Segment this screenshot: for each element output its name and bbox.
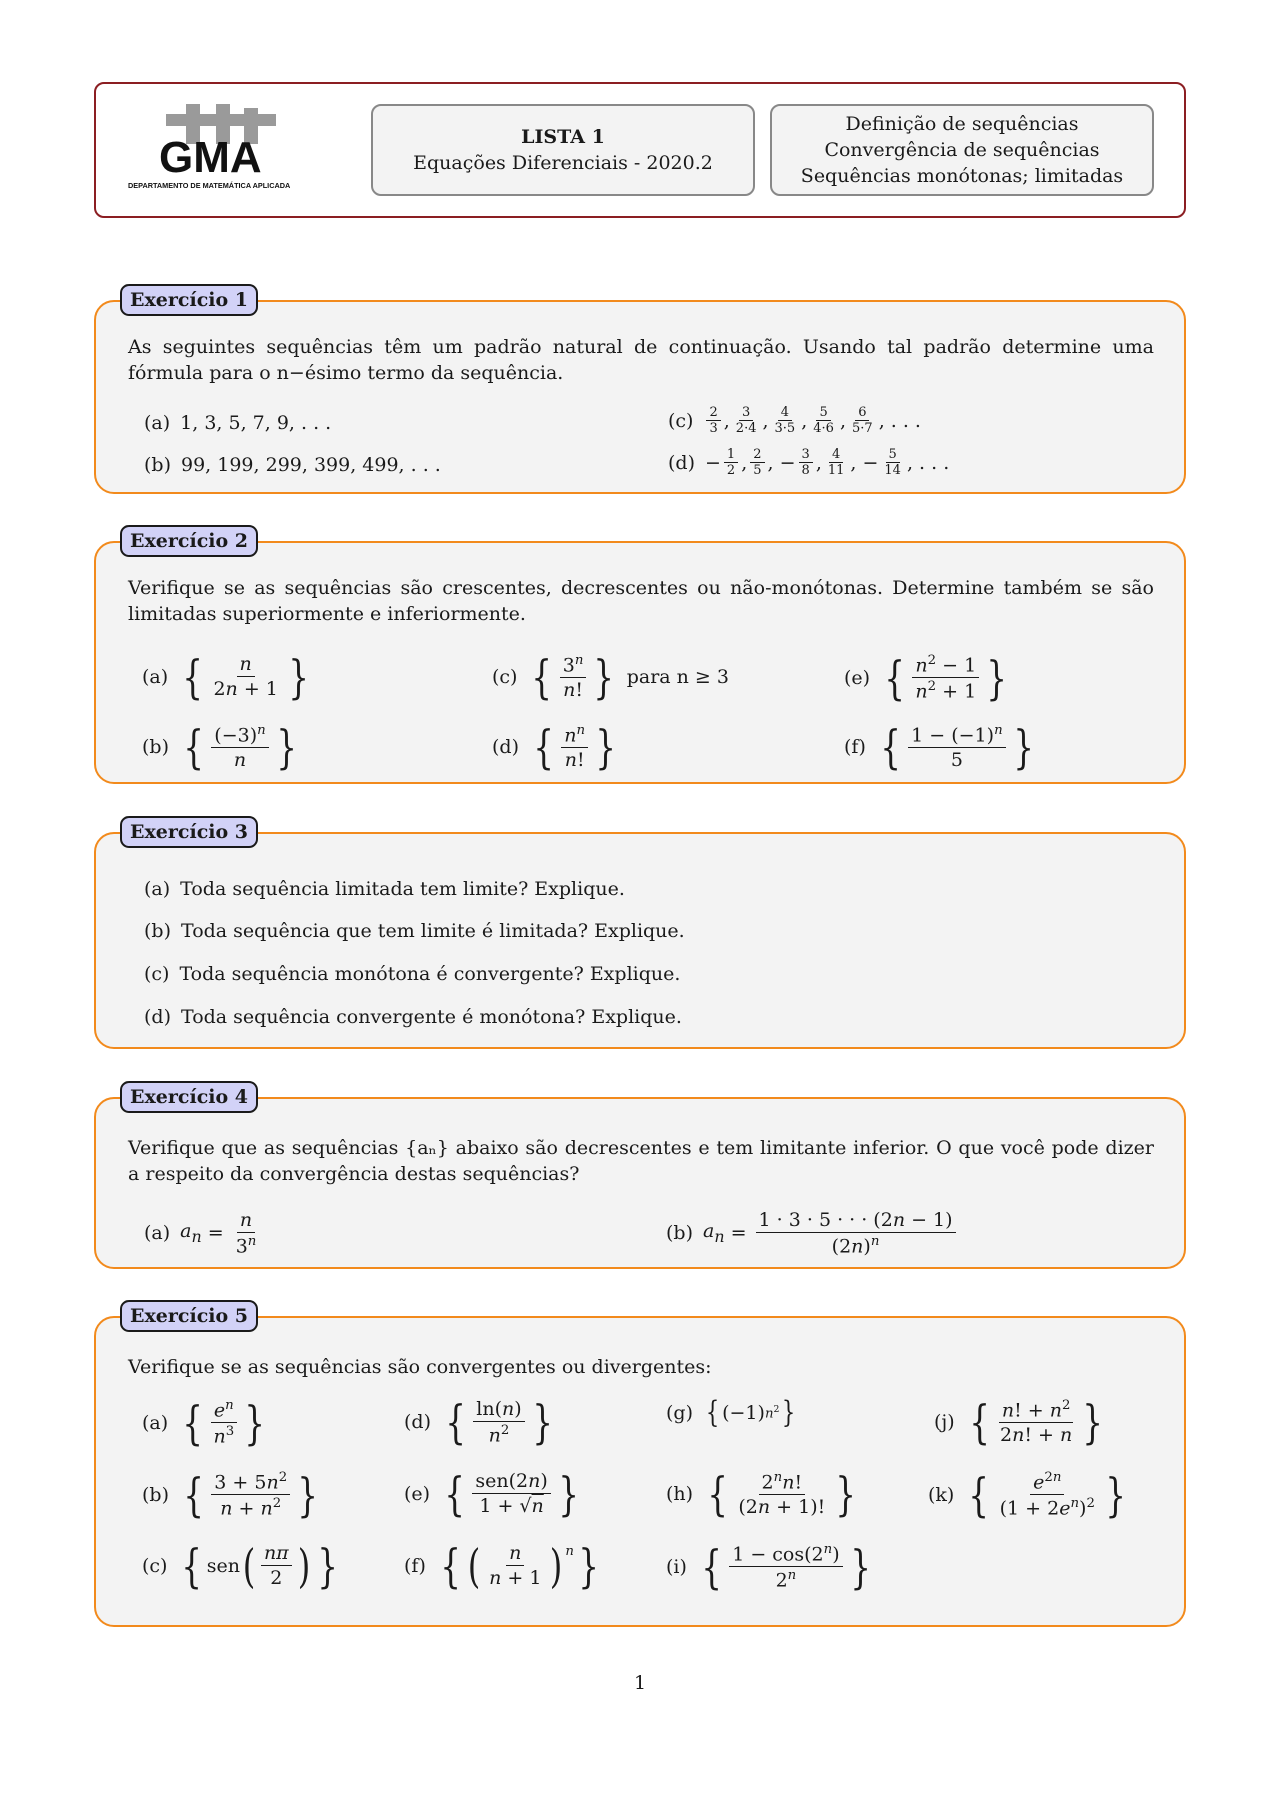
item-h: (h) { 2$^n$n! (2n + 1)! } [666, 1467, 857, 1522]
item-b: (b) Toda sequência que tem limite é limitada? Explique. [144, 920, 685, 942]
item-b: (b) { $3 + 5n^2$ $n + n^2$ } [142, 1467, 319, 1522]
list-title: LISTA 1 [521, 126, 605, 148]
course-name: Equações Diferenciais - 2020.2 [413, 152, 713, 174]
item-d: (d) − 1 2 , 2 5 , − 3 8 , 4 11 , − 5 14 , . . . [668, 447, 950, 478]
exercise-2 [94, 530, 1186, 784]
topics-box [770, 104, 1154, 196]
item-j: (j) { n! + $n^2$ 2n! + n } [934, 1395, 1104, 1450]
exercise-5 [94, 1305, 1186, 1627]
item-b: (b) { $(-3)^n$ n } [142, 720, 297, 775]
item-a: (a) Toda sequência limitada tem limite? Explique. [144, 878, 625, 900]
topic-1: Definição de sequências [845, 113, 1079, 135]
item-b: (b) 99, 199, 299, 399, 499, . . . [144, 454, 441, 476]
item-d: (d) Toda sequência convergente é monótona? Explique. [144, 1006, 682, 1028]
item-d: (d) { $n^n$ n! } [492, 720, 616, 775]
item-a: (a) 1, 3, 5, 7, 9, . . . [144, 412, 332, 434]
exercise-text: As seguintes sequências têm um padrão natural de continuação. Usando tal padrão determine uma fórmula para o n−ésimo termo da sequência. [128, 336, 1154, 384]
exercise-3 [94, 821, 1186, 1049]
item-g: (g) { (−1) $n^2$ } [666, 1395, 796, 1430]
logo-subtitle: DEPARTAMENTO DE MATEMÁTICA APLICADA [128, 181, 291, 190]
exercise-text: Verifique que as sequências {aₙ} abaixo são decrescentes e tem limitante inferior. O que você pode dizer a respeito da convergência destas sequências? [128, 1137, 1154, 1185]
item-c: (c) 2 3 , 3 2·4 , 4 3·5 , 5 4·6 , 6 5·7 , . . . [668, 405, 921, 436]
header [94, 82, 1186, 218]
page-number: 1 [633, 1672, 647, 1694]
item-c: (c) { 3$^n$ n! } para n ≥ 3 [492, 650, 729, 705]
item-c: (c) { sen ( nπ 2 ) } [142, 1538, 338, 1593]
exercise-4 [94, 1086, 1186, 1269]
exercise-text: Verifique se as sequências são crescentes, decrescentes ou não-monótonas. Determine também se são limitadas superiormente e inferiormente. [128, 577, 1154, 625]
item-b: (b) $a_n$ = 1 · 3 · 5 · · · (2n − 1) $(2n)^n$ [666, 1209, 959, 1257]
item-c: (c) Toda sequência monótona é convergente? Explique. [144, 963, 681, 985]
item-f: (f) { ( n n + 1 ) $^n$ } [404, 1538, 599, 1593]
exercise-title: Exercício 5 [120, 1300, 258, 1332]
item-a: (a) { $e^n$ $n^3$ } [142, 1395, 266, 1450]
item-k: (k) { $e^{2n}$ $(1 + 2e^n)^2$ } [928, 1467, 1126, 1522]
list-info-box [371, 104, 755, 196]
item-d: (d) { ln(n) $n^2$ } [404, 1395, 553, 1450]
item-a: (a) $a_n$ = n 3$^n$ [144, 1209, 257, 1258]
item-f: (f) { $1 - (-1)^n$ 5 } [844, 720, 1034, 775]
item-e: (e) { $n^2 - 1$ $n^2 + 1$ } [844, 650, 1008, 705]
logo-text: GMA [159, 133, 262, 182]
gma-logo [126, 104, 306, 194]
exercise-title: Exercício 4 [120, 1081, 258, 1113]
gma-logo-icon [126, 104, 306, 194]
exercise-1 [94, 289, 1186, 494]
topic-2: Convergência de sequências [824, 139, 1100, 161]
exercise-title: Exercício 3 [120, 816, 258, 848]
item-a: (a) { n 2n + 1 } [142, 649, 309, 704]
exercise-text: Verifique se as sequências são convergentes ou divergentes: [128, 1356, 712, 1378]
item-e: (e) { sen(2n) 1 + √n } [404, 1466, 579, 1521]
item-i: (i) { $1 - \cos(2^n)$ 2$^n$ } [666, 1539, 871, 1594]
exercise-title: Exercício 1 [120, 284, 258, 316]
topic-3: Sequências monótonas; limitadas [800, 165, 1124, 187]
exercise-title: Exercício 2 [120, 525, 258, 557]
